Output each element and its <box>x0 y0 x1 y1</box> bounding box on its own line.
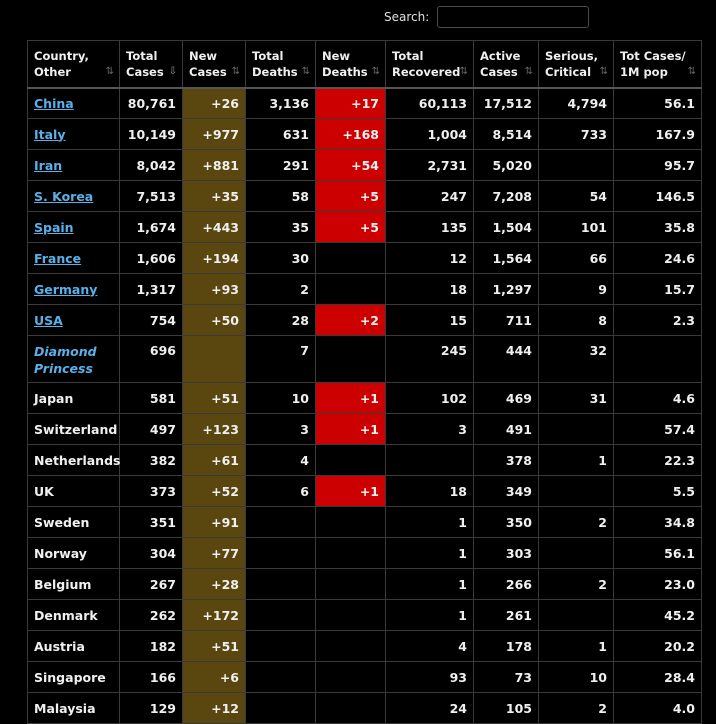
cell-active-cases: 5,020 <box>474 150 539 181</box>
table-body <box>28 88 702 724</box>
cell-cases-per-million: 56.1 <box>614 538 702 569</box>
cell-cases-per-million: 23.0 <box>614 569 702 600</box>
cell-new-deaths: +54 <box>316 150 386 181</box>
cell-new-cases: +172 <box>183 600 246 631</box>
cell-country <box>28 243 120 274</box>
cell-country <box>28 445 120 476</box>
cell-serious-critical <box>539 150 614 181</box>
cell-new-cases: +26 <box>183 88 246 119</box>
cell-total-recovered: 18 <box>386 274 474 305</box>
cell-new-cases: +51 <box>183 631 246 662</box>
cell-new-cases: +35 <box>183 181 246 212</box>
cell-total-deaths: 631 <box>246 119 316 150</box>
cell-cases-per-million: 24.6 <box>614 243 702 274</box>
cell-new-cases: +6 <box>183 662 246 693</box>
cell-new-cases: +977 <box>183 119 246 150</box>
cell-cases-per-million: 167.9 <box>614 119 702 150</box>
cell-total-cases: 129 <box>120 693 183 724</box>
cell-new-deaths: +168 <box>316 119 386 150</box>
cell-country <box>28 150 120 181</box>
cell-country <box>28 631 120 662</box>
cell-total-deaths: 35 <box>246 212 316 243</box>
cell-serious-critical <box>539 414 614 445</box>
cell-total-deaths: 3 <box>246 414 316 445</box>
table-row <box>28 305 702 336</box>
cell-new-deaths <box>316 507 386 538</box>
table-row <box>28 383 702 414</box>
table-row <box>28 693 702 724</box>
cell-country <box>28 274 120 305</box>
cell-country <box>28 212 120 243</box>
cell-total-cases: 497 <box>120 414 183 445</box>
cell-serious-critical: 2 <box>539 507 614 538</box>
sort-icon: ⇅ <box>524 65 533 77</box>
country-name: Sweden <box>34 514 90 530</box>
cell-new-deaths <box>316 243 386 274</box>
cell-serious-critical: 31 <box>539 383 614 414</box>
cell-active-cases: 266 <box>474 569 539 600</box>
cell-total-recovered: 15 <box>386 305 474 336</box>
cell-total-recovered <box>386 445 474 476</box>
cell-country <box>28 476 120 507</box>
cell-new-deaths: +17 <box>316 88 386 119</box>
cell-total-recovered: 4 <box>386 631 474 662</box>
cell-total-recovered: 12 <box>386 243 474 274</box>
cell-cases-per-million: 2.3 <box>614 305 702 336</box>
cell-new-deaths <box>316 445 386 476</box>
table-row <box>28 476 702 507</box>
cell-total-recovered: 135 <box>386 212 474 243</box>
cell-active-cases: 350 <box>474 507 539 538</box>
cell-total-cases: 1,674 <box>120 212 183 243</box>
cell-active-cases: 349 <box>474 476 539 507</box>
cell-total-deaths: 7 <box>246 336 316 383</box>
cell-country <box>28 383 120 414</box>
column-header-active-cases[interactable] <box>474 41 539 88</box>
cell-cases-per-million: 95.7 <box>614 150 702 181</box>
cell-total-cases: 1,317 <box>120 274 183 305</box>
cell-new-cases <box>183 336 246 383</box>
sort-icon: ⇅ <box>231 65 240 77</box>
country-link[interactable]: France <box>34 250 82 266</box>
cell-total-cases: 267 <box>120 569 183 600</box>
country-name: Denmark <box>34 607 98 623</box>
cell-cases-per-million: 57.4 <box>614 414 702 445</box>
cell-country <box>28 414 120 445</box>
country-link[interactable]: Diamond Princess <box>34 344 97 376</box>
cell-total-deaths: 30 <box>246 243 316 274</box>
cell-total-deaths: 28 <box>246 305 316 336</box>
cell-active-cases: 17,512 <box>474 88 539 119</box>
column-header-label: Active Cases <box>480 48 521 79</box>
cell-new-deaths <box>316 569 386 600</box>
cell-total-deaths <box>246 600 316 631</box>
column-header-label: Total Recovered <box>392 48 461 79</box>
cell-total-deaths: 10 <box>246 383 316 414</box>
cell-country <box>28 538 120 569</box>
cell-total-recovered: 1,004 <box>386 119 474 150</box>
cell-total-recovered: 1 <box>386 600 474 631</box>
cell-cases-per-million: 35.8 <box>614 212 702 243</box>
cell-new-deaths <box>316 336 386 383</box>
search-input[interactable] <box>437 6 589 28</box>
cell-serious-critical <box>539 600 614 631</box>
country-name: Japan <box>34 390 74 406</box>
cell-total-cases: 373 <box>120 476 183 507</box>
cell-total-cases: 8,042 <box>120 150 183 181</box>
cell-country <box>28 181 120 212</box>
sort-icon: ⇅ <box>301 65 310 77</box>
cell-total-deaths: 6 <box>246 476 316 507</box>
cell-country <box>28 119 120 150</box>
cell-serious-critical: 54 <box>539 181 614 212</box>
cell-active-cases: 1,297 <box>474 274 539 305</box>
cell-cases-per-million: 4.0 <box>614 693 702 724</box>
cell-serious-critical: 10 <box>539 662 614 693</box>
cell-active-cases: 1,564 <box>474 243 539 274</box>
cell-total-deaths <box>246 662 316 693</box>
cell-total-deaths <box>246 569 316 600</box>
cell-active-cases: 303 <box>474 538 539 569</box>
country-link[interactable]: S. Korea <box>34 188 94 204</box>
cell-active-cases: 7,208 <box>474 181 539 212</box>
column-header-label: Country, Other <box>34 48 89 79</box>
cell-new-deaths: +1 <box>316 414 386 445</box>
cell-total-recovered: 245 <box>386 336 474 383</box>
sort-icon: ⇅ <box>459 65 468 77</box>
country-link[interactable]: Spain <box>34 219 74 235</box>
cell-new-cases: +93 <box>183 274 246 305</box>
cell-total-cases: 7,513 <box>120 181 183 212</box>
country-name: Norway <box>34 545 87 561</box>
country-link[interactable]: Germany <box>34 281 98 297</box>
sort-icon: ⇅ <box>687 65 696 77</box>
cell-serious-critical: 9 <box>539 274 614 305</box>
cell-new-deaths: +5 <box>316 181 386 212</box>
table-row <box>28 507 702 538</box>
cell-country <box>28 693 120 724</box>
cell-active-cases: 178 <box>474 631 539 662</box>
cell-total-deaths <box>246 693 316 724</box>
cell-total-cases: 10,149 <box>120 119 183 150</box>
column-header-label: New Cases <box>189 48 227 79</box>
cell-new-deaths <box>316 274 386 305</box>
column-header-country[interactable] <box>28 41 120 88</box>
cell-new-deaths <box>316 662 386 693</box>
cell-cases-per-million: 20.2 <box>614 631 702 662</box>
table-row <box>28 212 702 243</box>
cell-total-recovered: 18 <box>386 476 474 507</box>
cell-serious-critical: 2 <box>539 693 614 724</box>
cell-cases-per-million: 45.2 <box>614 600 702 631</box>
cell-total-cases: 262 <box>120 600 183 631</box>
country-name: Austria <box>34 638 85 654</box>
column-header-serious-critical[interactable] <box>539 41 614 88</box>
column-header-label: New Deaths <box>322 48 368 79</box>
column-header-total-cases[interactable] <box>120 41 183 88</box>
table-row <box>28 150 702 181</box>
table-row <box>28 662 702 693</box>
cell-cases-per-million: 4.6 <box>614 383 702 414</box>
cell-new-cases: +443 <box>183 212 246 243</box>
search-bar <box>384 6 589 28</box>
table-row <box>28 445 702 476</box>
sort-icon: ⇅ <box>599 65 608 77</box>
cell-total-cases: 382 <box>120 445 183 476</box>
cell-total-deaths: 2 <box>246 274 316 305</box>
cell-total-deaths: 3,136 <box>246 88 316 119</box>
cell-total-recovered: 102 <box>386 383 474 414</box>
cell-total-deaths: 58 <box>246 181 316 212</box>
cell-total-recovered: 93 <box>386 662 474 693</box>
table-row <box>28 119 702 150</box>
cell-cases-per-million: 5.5 <box>614 476 702 507</box>
column-header-label: Total Cases <box>126 48 164 79</box>
cell-cases-per-million: 56.1 <box>614 88 702 119</box>
cell-serious-critical <box>539 476 614 507</box>
country-name: Malaysia <box>34 700 96 716</box>
table-row <box>28 274 702 305</box>
cell-cases-per-million: 15.7 <box>614 274 702 305</box>
cell-serious-critical: 66 <box>539 243 614 274</box>
cell-total-cases: 754 <box>120 305 183 336</box>
cell-total-cases: 182 <box>120 631 183 662</box>
country-name: UK <box>34 483 54 499</box>
cell-total-cases: 1,606 <box>120 243 183 274</box>
cell-total-cases: 581 <box>120 383 183 414</box>
table-row <box>28 336 702 383</box>
cell-serious-critical: 733 <box>539 119 614 150</box>
cell-cases-per-million: 28.4 <box>614 662 702 693</box>
cell-serious-critical <box>539 538 614 569</box>
cases-table <box>27 40 702 724</box>
cell-active-cases: 261 <box>474 600 539 631</box>
cell-cases-per-million: 146.5 <box>614 181 702 212</box>
cell-total-deaths <box>246 631 316 662</box>
cell-new-deaths <box>316 631 386 662</box>
cell-new-cases: +91 <box>183 507 246 538</box>
cell-total-cases: 696 <box>120 336 183 383</box>
cell-total-cases: 80,761 <box>120 88 183 119</box>
cell-cases-per-million <box>614 336 702 383</box>
cell-country <box>28 662 120 693</box>
cell-cases-per-million: 34.8 <box>614 507 702 538</box>
cell-new-deaths <box>316 600 386 631</box>
cell-active-cases: 444 <box>474 336 539 383</box>
table-row <box>28 181 702 212</box>
sort-desc-icon: ⇩ <box>168 65 177 77</box>
column-header-label: Serious, Critical <box>545 48 598 79</box>
cell-total-deaths: 291 <box>246 150 316 181</box>
cell-new-deaths <box>316 538 386 569</box>
cell-total-recovered: 3 <box>386 414 474 445</box>
country-link[interactable]: Iran <box>34 157 63 173</box>
cell-country <box>28 569 120 600</box>
column-header-new-deaths[interactable] <box>316 41 386 88</box>
sort-icon: ⇅ <box>105 65 114 77</box>
cell-active-cases: 491 <box>474 414 539 445</box>
cell-new-cases: +123 <box>183 414 246 445</box>
cell-serious-critical: 2 <box>539 569 614 600</box>
cell-total-recovered: 60,113 <box>386 88 474 119</box>
country-link[interactable]: USA <box>34 312 63 328</box>
cell-new-cases: +12 <box>183 693 246 724</box>
cell-total-recovered: 247 <box>386 181 474 212</box>
column-header-cases-per-million[interactable] <box>614 41 702 88</box>
cell-new-deaths <box>316 693 386 724</box>
cell-active-cases: 8,514 <box>474 119 539 150</box>
cell-total-deaths <box>246 538 316 569</box>
country-name: Netherlands <box>34 452 121 468</box>
cell-serious-critical: 8 <box>539 305 614 336</box>
cell-country <box>28 305 120 336</box>
cell-new-cases: +51 <box>183 383 246 414</box>
cell-active-cases: 73 <box>474 662 539 693</box>
cell-serious-critical: 1 <box>539 631 614 662</box>
table-row <box>28 414 702 445</box>
cell-active-cases: 105 <box>474 693 539 724</box>
table-row <box>28 569 702 600</box>
header-row <box>28 41 702 88</box>
sort-icon: ⇅ <box>371 65 380 77</box>
column-header-total-recovered[interactable] <box>386 41 474 88</box>
table-row <box>28 631 702 662</box>
cell-new-deaths: +1 <box>316 383 386 414</box>
table-row <box>28 600 702 631</box>
cell-total-cases: 166 <box>120 662 183 693</box>
cell-serious-critical: 32 <box>539 336 614 383</box>
column-header-new-cases[interactable] <box>183 41 246 88</box>
cell-country <box>28 507 120 538</box>
cell-total-recovered: 2,731 <box>386 150 474 181</box>
cell-active-cases: 378 <box>474 445 539 476</box>
table-row <box>28 538 702 569</box>
cell-new-cases: +28 <box>183 569 246 600</box>
cell-new-deaths: +5 <box>316 212 386 243</box>
cell-country <box>28 88 120 119</box>
cell-total-recovered: 1 <box>386 538 474 569</box>
cell-new-cases: +52 <box>183 476 246 507</box>
cell-serious-critical: 101 <box>539 212 614 243</box>
cell-new-deaths: +1 <box>316 476 386 507</box>
cell-country <box>28 600 120 631</box>
cell-total-recovered: 24 <box>386 693 474 724</box>
column-header-label: Total Deaths <box>252 48 298 79</box>
country-link[interactable]: Italy <box>34 126 66 142</box>
cell-cases-per-million: 22.3 <box>614 445 702 476</box>
cell-new-cases: +61 <box>183 445 246 476</box>
cell-total-recovered: 1 <box>386 569 474 600</box>
cell-serious-critical: 4,794 <box>539 88 614 119</box>
cell-country <box>28 336 120 383</box>
cell-active-cases: 711 <box>474 305 539 336</box>
cell-total-cases: 304 <box>120 538 183 569</box>
cell-total-deaths <box>246 507 316 538</box>
cell-new-cases: +194 <box>183 243 246 274</box>
country-name: Singapore <box>34 669 106 685</box>
cell-serious-critical: 1 <box>539 445 614 476</box>
column-header-total-deaths[interactable] <box>246 41 316 88</box>
cell-total-recovered: 1 <box>386 507 474 538</box>
cell-total-deaths: 4 <box>246 445 316 476</box>
country-name: Belgium <box>34 576 92 592</box>
table-row <box>28 88 702 119</box>
country-name: Switzerland <box>34 421 118 437</box>
cell-new-cases: +881 <box>183 150 246 181</box>
country-link[interactable]: China <box>34 95 74 111</box>
cell-total-cases: 351 <box>120 507 183 538</box>
cell-new-deaths: +2 <box>316 305 386 336</box>
cell-active-cases: 1,504 <box>474 212 539 243</box>
column-header-label: Tot Cases/ 1M pop <box>620 48 686 79</box>
cell-active-cases: 469 <box>474 383 539 414</box>
cell-new-cases: +50 <box>183 305 246 336</box>
search-label: Search: <box>384 10 430 24</box>
cell-new-cases: +77 <box>183 538 246 569</box>
table-row <box>28 243 702 274</box>
